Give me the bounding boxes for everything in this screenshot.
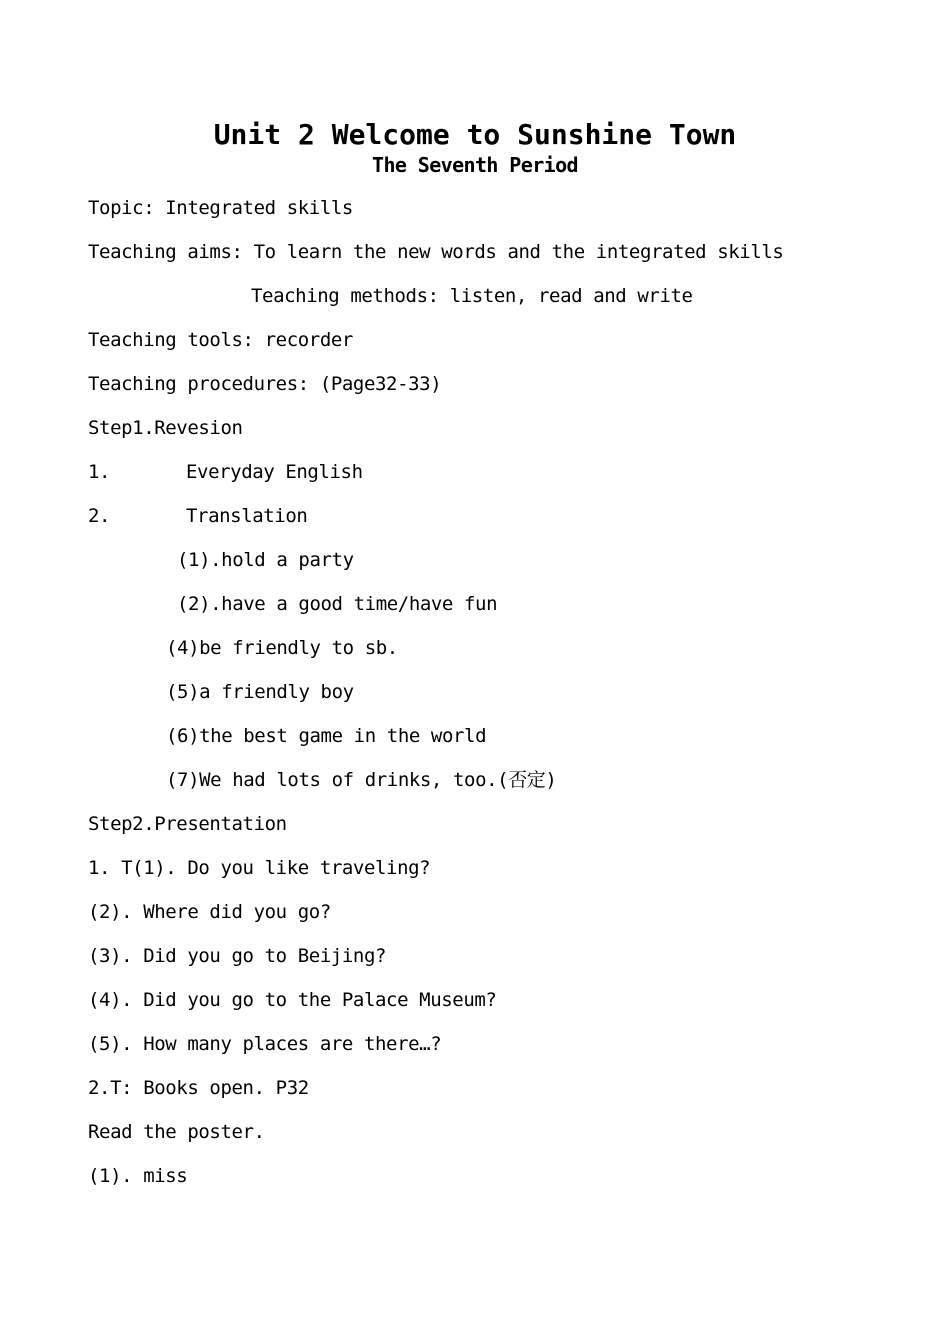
translation-item: (6)the best game in the world: [166, 725, 487, 747]
topic-line: Topic: Integrated skills: [88, 197, 353, 219]
list-item: [88, 460, 363, 484]
teaching-procedures-line: Teaching procedures: (Page32-33): [88, 373, 442, 395]
translation-item: (4)be friendly to sb.: [166, 637, 398, 659]
step2-heading: Step2.Presentation: [88, 813, 287, 835]
list-item-text: Everyday English: [186, 461, 363, 483]
list-item-text: Translation: [186, 505, 308, 527]
translation-item: (2).have a good time/have fun: [177, 593, 498, 615]
books-open-line: 2.T: Books open. P32: [88, 1077, 309, 1099]
question-item: 1. T(1). Do you like traveling?: [88, 857, 431, 879]
read-poster-line: Read the poster.: [88, 1121, 265, 1143]
document-title: Unit 2 Welcome to Sunshine Town: [213, 118, 737, 151]
list-item-number: 1.: [88, 461, 111, 483]
question-item: (2). Where did you go?: [88, 901, 331, 923]
translation-item: (5)a friendly boy: [166, 681, 354, 703]
list-item: [88, 504, 307, 528]
step1-heading: Step1.Revesion: [88, 417, 243, 439]
list-item-number: 2.: [88, 505, 111, 527]
question-item: (4). Did you go to the Palace Museum?: [88, 989, 497, 1011]
teaching-methods-line: Teaching methods: listen, read and write: [251, 285, 693, 307]
teaching-tools-line: Teaching tools: recorder: [88, 329, 353, 351]
document-subtitle: The Seventh Period: [372, 153, 578, 177]
translation-item: (1).hold a party: [177, 549, 354, 571]
question-item: (5). How many places are there…?: [88, 1033, 442, 1055]
miss-line: (1). miss: [88, 1165, 188, 1187]
teaching-aims-line: Teaching aims: To learn the new words and the integrated skills: [88, 241, 784, 263]
question-item: (3). Did you go to Beijing?: [88, 945, 387, 967]
translation-item: (7)We had lots of drinks, too.(否定): [166, 769, 557, 791]
